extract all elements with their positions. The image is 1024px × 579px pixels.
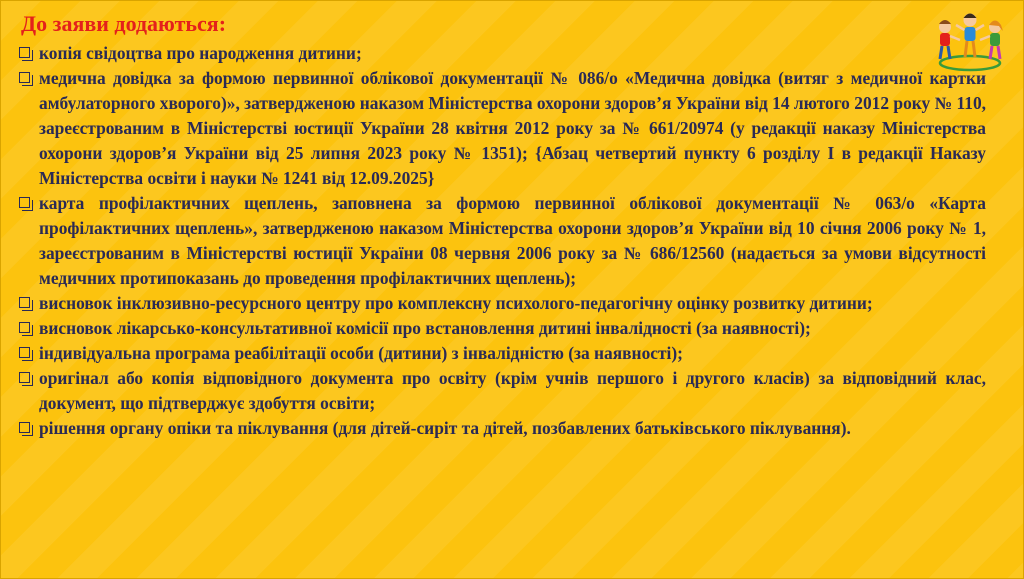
list-item (19, 416, 986, 441)
checkbox-icon (19, 47, 30, 58)
list-item (19, 366, 986, 416)
list-item (19, 66, 986, 191)
list-item-text: карта профілактичних щеплень, заповнена за формою первинної облікової документації № 063/о «Карта профілактичних щеплень», затвердженою наказом Міністерства охорони здоров’я України від 10 січня 2006 року № 1, зареєстрованим в Міністерстві юстиції України 08 червня 2006 року за № 686/12560 (надається за умови відсутності медичних протипоказань до проведення профілактичних щеплень); (39, 193, 986, 288)
checkbox-icon (19, 197, 30, 208)
documents-list (19, 41, 986, 441)
list-item-text: висновок інклюзивно-ресурсного центру про комплексну психолого-педагогічну оцінку розвитку дитини; (39, 293, 873, 313)
checkbox-icon (19, 297, 30, 308)
list-item-text: індивідуальна програма реабілітації особи (дитини) з інвалідністю (за наявності); (39, 343, 683, 363)
page-title: До заяви додаються: (21, 11, 227, 36)
list-item-text: медична довідка за формою первинної облікової документації № 086/о «Медична довідка (витяг з медичної картки амбулаторного хворого)», затвердженою наказом Міністерства охорони здоров’я України від 14 лютого 2012 року № 110, зареєстрованим в Міністерстві юстиції України 28 квітня 2012 року за № 661/20974 (у редакції наказу Міністерства охорони здоров’я України від 25 липня 2023 року № 1351); {Абзац четвертий пункту 6 розділу I в редакції Наказу Міністерства освіти і науки № 1241 від 12.09.2025} (39, 68, 986, 188)
checkbox-icon (19, 347, 30, 358)
checkbox-icon (19, 422, 30, 433)
checkbox-icon (19, 322, 30, 333)
checkbox-icon (19, 372, 30, 383)
list-item (19, 41, 986, 66)
list-item (19, 191, 986, 291)
list-item (19, 341, 986, 366)
list-item-text: оригінал або копія відповідного документа про освіту (крім учнів першого і другого класів) за відповідний клас, документ, що підтверджує здобуття освіти; (39, 368, 986, 413)
list-item (19, 316, 986, 341)
list-item-text: копія свідоцтва про народження дитини; (39, 43, 362, 63)
checkbox-icon (19, 72, 30, 83)
list-item (19, 291, 986, 316)
list-item-text: висновок лікарсько-консультативної комісії про встановлення дитині інвалідності (за наявності); (39, 318, 811, 338)
list-item-text: рішення органу опіки та піклування (для дітей-сиріт та дітей, позбавлених батьківського піклування). (39, 418, 851, 438)
